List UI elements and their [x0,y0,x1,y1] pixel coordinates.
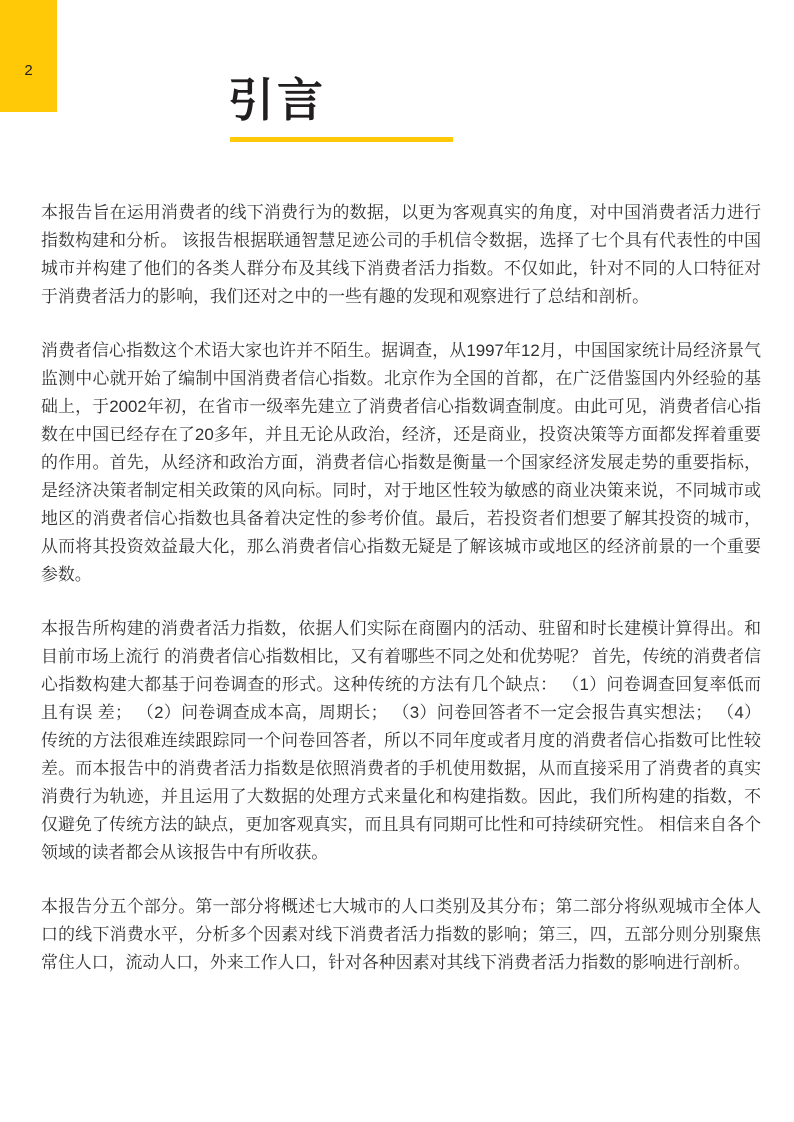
page-number: 2 [24,62,33,79]
document-body [41,199,761,1003]
intro-paragraph-3: 本报告所构建的消费者活力指数，依据人们实际在商圈内的活动、驻留和时长建模计算得出。和目前市场上流行 的消费者信心指数相比，又有着哪些不同之处和优势呢？ 首先，传统的消费者信心指数构建大都基于问卷调查的形式。这种传统的方法有几个缺点： （1）问卷调查回复率低而且有误 差； （2）问卷调查成本高，周期长； （3）问卷回答者不一定会报告真实想法； （4）传统的方法很难连续跟踪同一个问卷回答者，所以不同年度或者月度的消费者信心指数可比性较差。而本报告中的消费者活力指数是依照消费者的手机使用数据，从而直接采用了消费者的真实消费行为轨迹，并且运用了大数据的处理方式来量化和构建指数。因此，我们所构建的指数，不仅避免了传统方法的缺点，更加客观真实，而且具有同期可比性和可持续研究性。 相信来自各个领域的读者都会从该报告中有所收获。 [41,619,761,862]
section-title: 引言 [228,74,326,126]
intro-paragraph-4: 本报告分五个部分。第一部分将概述七大城市的人口类别及其分布；第二部分将纵观城市全体人口的线下消费水平，分析多个因素对线下消费者活力指数的影响；第三，四，五部分则分别聚焦常住人口，流动人口，外来工作人口，针对各种因素对其线下消费者活力指数的影响进行剖析。 [41,897,761,972]
intro-paragraph-1: 本报告旨在运用消费者的线下消费行为的数据，以更为客观真实的角度，对中国消费者活力进行指数构建和分析。 该报告根据联通智慧足迹公司的手机信令数据，选择了七个具有代表性的中国城市并构建了他们的各类人群分布及其线下消费者活力指数。不仅如此，针对不同的人口特征对于消费者活力的影响，我们还对之中的一些有趣的发现和观察进行了总结和剖析。 [41,203,761,306]
title-underline-accent [230,137,453,142]
intro-paragraph-2: 消费者信心指数这个术语大家也许并不陌生。据调查，从1997年12月，中国国家统计局经济景气监测中心就开始了编制中国消费者信心指数。北京作为全国的首都，在广泛借鉴国内外经验的基础上，于2002年初，在省市一级率先建立了消费者信心指数调查制度。由此可见，消费者信心指数在中国已经存在了20多年，并且无论从政治，经济，还是商业，投资决策等方面都发挥着重要的作用。首先，从经济和政治方面，消费者信心指数是衡量一个国家经济发展走势的重要指标，是经济决策者制定相关政策的风向标。同时，对于地区性较为敏感的商业决策来说，不同城市或地区的消费者信心指数也具备着决定性的参考价值。最后，若投资者们想要了解其投资的城市，从而将其投资效益最大化，那么消费者信心指数无疑是了解该城市或地区的经济前景的一个重要参数。 [41,341,761,584]
page-number-badge [0,0,57,112]
section-header [228,76,326,124]
